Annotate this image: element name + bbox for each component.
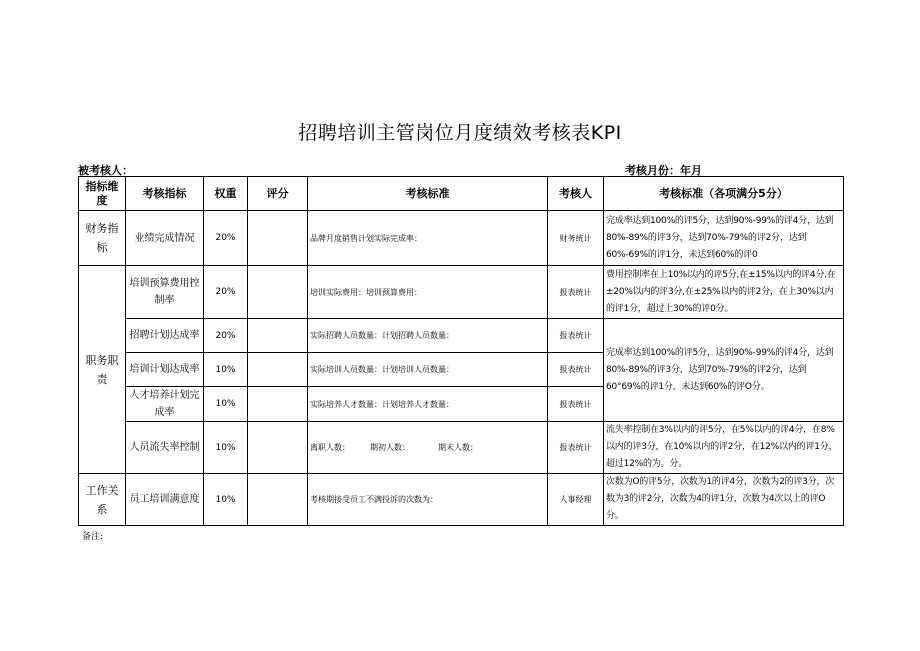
weight-cell: 20% [204, 266, 248, 319]
standard-cell: 费用控制率在上10%以内的评5分,在±15%以内的评4分,在±20%以内的评3分,在±25%以内的评2分，在上30%以内的评1分，超过上30%的评0分。 [604, 266, 844, 319]
criteria-cell: 实际招聘人员数量：计划招聘人员数量： [308, 319, 548, 353]
page-title: 招聘培训主管岗位月度绩效考核表KPI [298, 122, 622, 144]
score-cell[interactable] [248, 266, 308, 319]
indicator-cell: 人才培养计划完成率 [126, 387, 204, 422]
remark-label: 备注: [82, 532, 104, 542]
table-row [79, 266, 844, 319]
header-criteria: 考核标准 [308, 177, 548, 211]
indicator-cell: 人员流失率控制 [126, 422, 204, 474]
criteria-cell: 离职人数： 期初人数： 期末人数： [308, 422, 548, 474]
indicator-cell: 招聘计划达成率 [126, 319, 204, 353]
assessor-cell: 人事经理 [548, 474, 604, 526]
indicator-cell: 业绩完成情况 [126, 211, 204, 266]
standard-cell: 完成率达到100%的评5分，达到90%-99%的评4分，达到80%-89%的评3分，达到70%-79%的评2分，达到60%-69%的评1分，未达到60%的评0 [604, 211, 844, 266]
score-cell[interactable] [248, 422, 308, 474]
table-row [79, 422, 844, 474]
criteria-cell: 培训实际费用：培训预算费用： [308, 266, 548, 319]
table-row [79, 474, 844, 526]
assessor-cell: 报表统计 [548, 353, 604, 387]
criteria-cell: 考核期接受员工不满投诉的次数为： [308, 474, 548, 526]
indicator-cell: 培训计划达成率 [126, 353, 204, 387]
category-work-relations: 工作关系 [79, 474, 126, 526]
weight-cell: 10% [204, 474, 248, 526]
assessor-cell: 报表统计 [548, 387, 604, 422]
weight-cell: 20% [204, 211, 248, 266]
category-duty: 职务职责 [79, 266, 126, 474]
weight-cell: 10% [204, 387, 248, 422]
header-indicator: 考核指标 [126, 177, 204, 211]
weight-cell: 10% [204, 353, 248, 387]
header-assessor: 考核人 [548, 177, 604, 211]
header-weight: 权重 [204, 177, 248, 211]
score-cell[interactable] [248, 387, 308, 422]
table-row [79, 319, 844, 353]
score-cell[interactable] [248, 319, 308, 353]
table-header-row [79, 177, 844, 211]
indicator-cell: 培训预算费用控制率 [126, 266, 204, 319]
standard-cell: 流失率控制在3%以内的评5分，在5%以内的评4分，在8%以内的评3分，在10%以内的评2分，在12%以内的评1分，超过12%的为。分。 [604, 422, 844, 474]
assessor-cell: 报表统计 [548, 266, 604, 319]
standard-cell: 次数为O的评5分，次数为1的评4分，次数为2的评3分，次数为3的评2分，次数为4的评1分，次数为4次以上的评O分。 [604, 474, 844, 526]
kpi-table [78, 176, 844, 526]
weight-cell: 10% [204, 422, 248, 474]
header-dimension: 指标维度 [79, 177, 126, 211]
indicator-cell: 员工培训满意度 [126, 474, 204, 526]
table-row [79, 211, 844, 266]
category-finance: 财务指标 [79, 211, 126, 266]
criteria-cell: 实际培养人才数量：计划培养人才数量： [308, 387, 548, 422]
header-score: 评分 [248, 177, 308, 211]
assessor-cell: 财务统计 [548, 211, 604, 266]
weight-cell: 20% [204, 319, 248, 353]
assessor-cell: 报表统计 [548, 319, 604, 353]
standard-cell: 完成率达到100%的评5分，达到90%-99%的评4分，达到80%-89%的评3分，达到70%-79%的评2分，达到60°69%的评1分，未达到60%的评O分。 [604, 319, 844, 422]
score-cell[interactable] [248, 474, 308, 526]
score-cell[interactable] [248, 353, 308, 387]
examinee-label: 被考核人： [78, 164, 133, 177]
header-standard: 考核标准（各项满分5分） [604, 177, 844, 211]
score-cell[interactable] [248, 211, 308, 266]
criteria-cell: 实际培训人员数量：计划培训人员数量： [308, 353, 548, 387]
criteria-cell: 品牌月度销售计划实际完成率： [308, 211, 548, 266]
assessment-month-label: 考核月份：年月 [625, 164, 702, 177]
assessor-cell: 报表统计 [548, 422, 604, 474]
